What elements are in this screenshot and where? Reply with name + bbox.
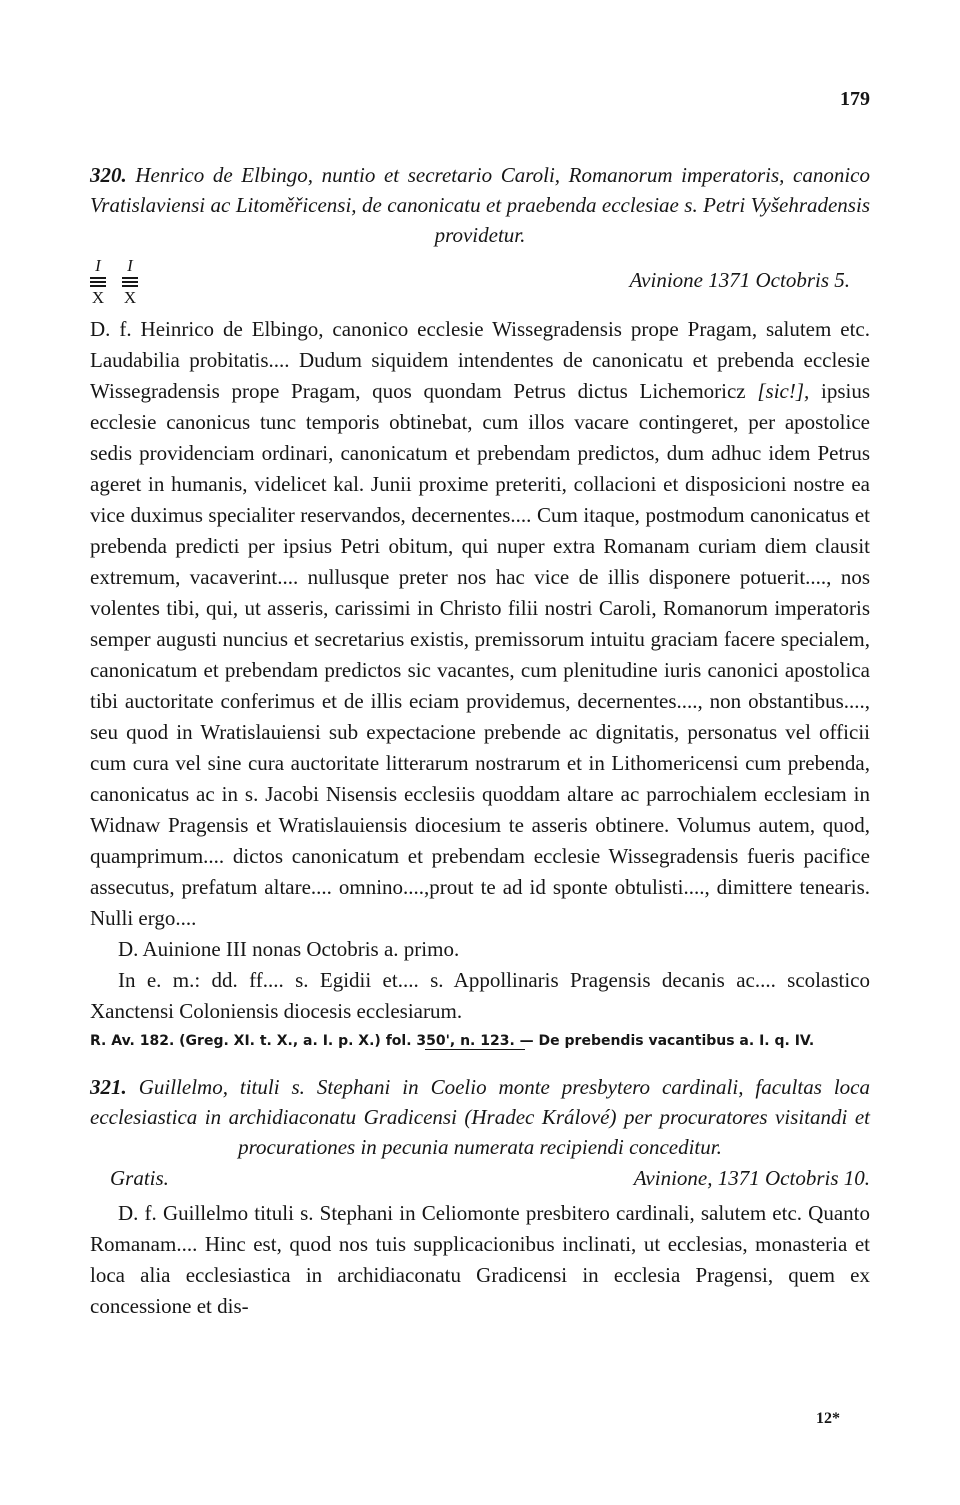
doc-320-body-part-b: ipsius ecclesie canonicus tunc temporis obtinebat, cum illos vacare contingeret, per apostolice sedis providenciam ordinari, canonicatum et prebendam predictos, dum adhuc idem Petrus ageret in humanis, videlicet kal. Junii proxime preteriti, collacioni et disposicioni nostre ea vice duximus specialiter reservandos, decernentes.... Cum itaque, postmodum canonicatus et prebenda predicti per ipsius Petri obitum, qui nuper extra Romanam curiam diem clausit extremum, vacaverint.... nullusque preter nos hac vice de illis disponere potuerit...., nos volentes tibi, qui, ut asseris, carissimi in Christo filii nostri Caroli, Romanorum imperatoris semper augusti nuncius et secretarius existis, premissorum intuitu graciam facere specialem, canonicatum et prebendam predictos sic vacantes, cum plenitudine iuris canonici apostolica tibi auctoritate conferimus et de illis eciam providemus, decernentes...., non obstantibus...., seu quod in Wratislauiensi sub expectacione prebende ac dignitatis, personatus vel officii cum cura vel sine cura auctoritate litterarum nostrarum et in Lithomericensi cum prebenda, canonicatus ac in s. Jacobi Nisensis ecclesiis quoddam altare ac parrochialem ecclesiam in Widnaw Pragensis et Wratislauiensis diocesium te asseris obtinere. Volumus autem, quod, quamprimum.... dictos canonicatum et prebendam ecclesie Wissegradensis fueris pacifice assecutus, prefatum altare.... omnino....,prout te ad id sponte obtulisti...., dimittere tenearis. Nulli ergo.... bbox=[90, 379, 870, 930]
doc-320-body bbox=[90, 314, 870, 934]
doc-320-meta bbox=[90, 256, 870, 314]
page-content bbox=[90, 160, 870, 1322]
mark-bars-2 bbox=[122, 277, 138, 287]
signature-mark: 12* bbox=[816, 1410, 840, 1427]
doc-321-body-text: D. f. Guillelmo tituli s. Stephani in Celiomonte presbitero cardinali, salutem etc. Quanto Romanam.... Hinc est, quod nos tuis supplicacionibus inclinati, ut ecclesias, monasteria et loca alia ecclesiastica in archidiaconatu Gradicensi in ecclesia Pragensi, quem ex concessione et dis- bbox=[90, 1201, 870, 1318]
mark-top-2: I bbox=[127, 256, 133, 275]
register-mark-2 bbox=[122, 258, 138, 306]
gratis-label: Gratis. bbox=[110, 1166, 169, 1190]
doc-320-in-em-text: In e. m.: dd. ff.... s. Egidii et.... s. Appollinaris Pragensis decanis ac.... scolastico Xanctensi Coloniensis diocesis ecclesiarum. bbox=[90, 968, 870, 1023]
doc-320-body-part-a: D. f. Heinrico de Elbingo, canonico ecclesie Wissegradensis prope Pragam, salutem etc. Laudabilia probitatis.... Dudum siquidem intendentes de canonicatu et prebenda ecclesie Wissegradensis prope Pragam, quos quondam Petrus dictus Lichemoricz bbox=[90, 317, 870, 403]
doc-320-heading-text: Henrico de Elbingo, nuntio et secretario Caroli, Romanorum imperatoris, canonico Vratislaviensi ac Litoměřicensi, de canonicatu et praebenda ecclesiae s. Petri Vyšehradensis providetur. bbox=[90, 163, 871, 247]
doc-321-date: Avinione, 1371 Octobris 10. bbox=[633, 1166, 870, 1190]
doc-320-number: 320. bbox=[90, 163, 127, 187]
doc-320-heading bbox=[90, 160, 870, 250]
register-mark bbox=[90, 258, 138, 306]
mark-bars-1 bbox=[90, 277, 106, 287]
doc-320-dating-text: D. Auinione III nonas Octobris a. primo. bbox=[118, 937, 460, 961]
doc-320-in-em bbox=[90, 965, 870, 1027]
mark-bottom-1: X bbox=[91, 288, 105, 307]
doc-321-heading bbox=[90, 1072, 870, 1162]
doc-320-date: Avinione 1371 Octobris 5. bbox=[629, 268, 850, 292]
doc-321-number: 321. bbox=[90, 1075, 127, 1099]
doc-321 bbox=[90, 1072, 870, 1322]
doc-321-meta bbox=[90, 1164, 870, 1198]
mark-top-1: I bbox=[95, 256, 101, 275]
page-number: 179 bbox=[840, 88, 870, 110]
doc-321-body bbox=[90, 1198, 870, 1322]
doc-320-source: R. Av. 182. (Greg. XI. t. X., a. I. p. X.) fol. 350', n. 123. — De prebendis vacantibus a. I. q. IV. bbox=[90, 1033, 815, 1049]
doc-321-heading-text: Guillelmo, tituli s. Stephani in Coelio monte presbytero cardinali, facultas loca ecclesiastica in archidiaconatu Gradicensi (Hradec Králové) per procuratores visitandi et procurationes in pecunia numerata recipiendi conceditur. bbox=[90, 1075, 870, 1159]
mark-bottom-2: X bbox=[123, 288, 137, 307]
register-mark-1 bbox=[90, 258, 106, 306]
doc-320-dating bbox=[90, 934, 870, 965]
sic-note: [sic!], bbox=[757, 379, 810, 403]
